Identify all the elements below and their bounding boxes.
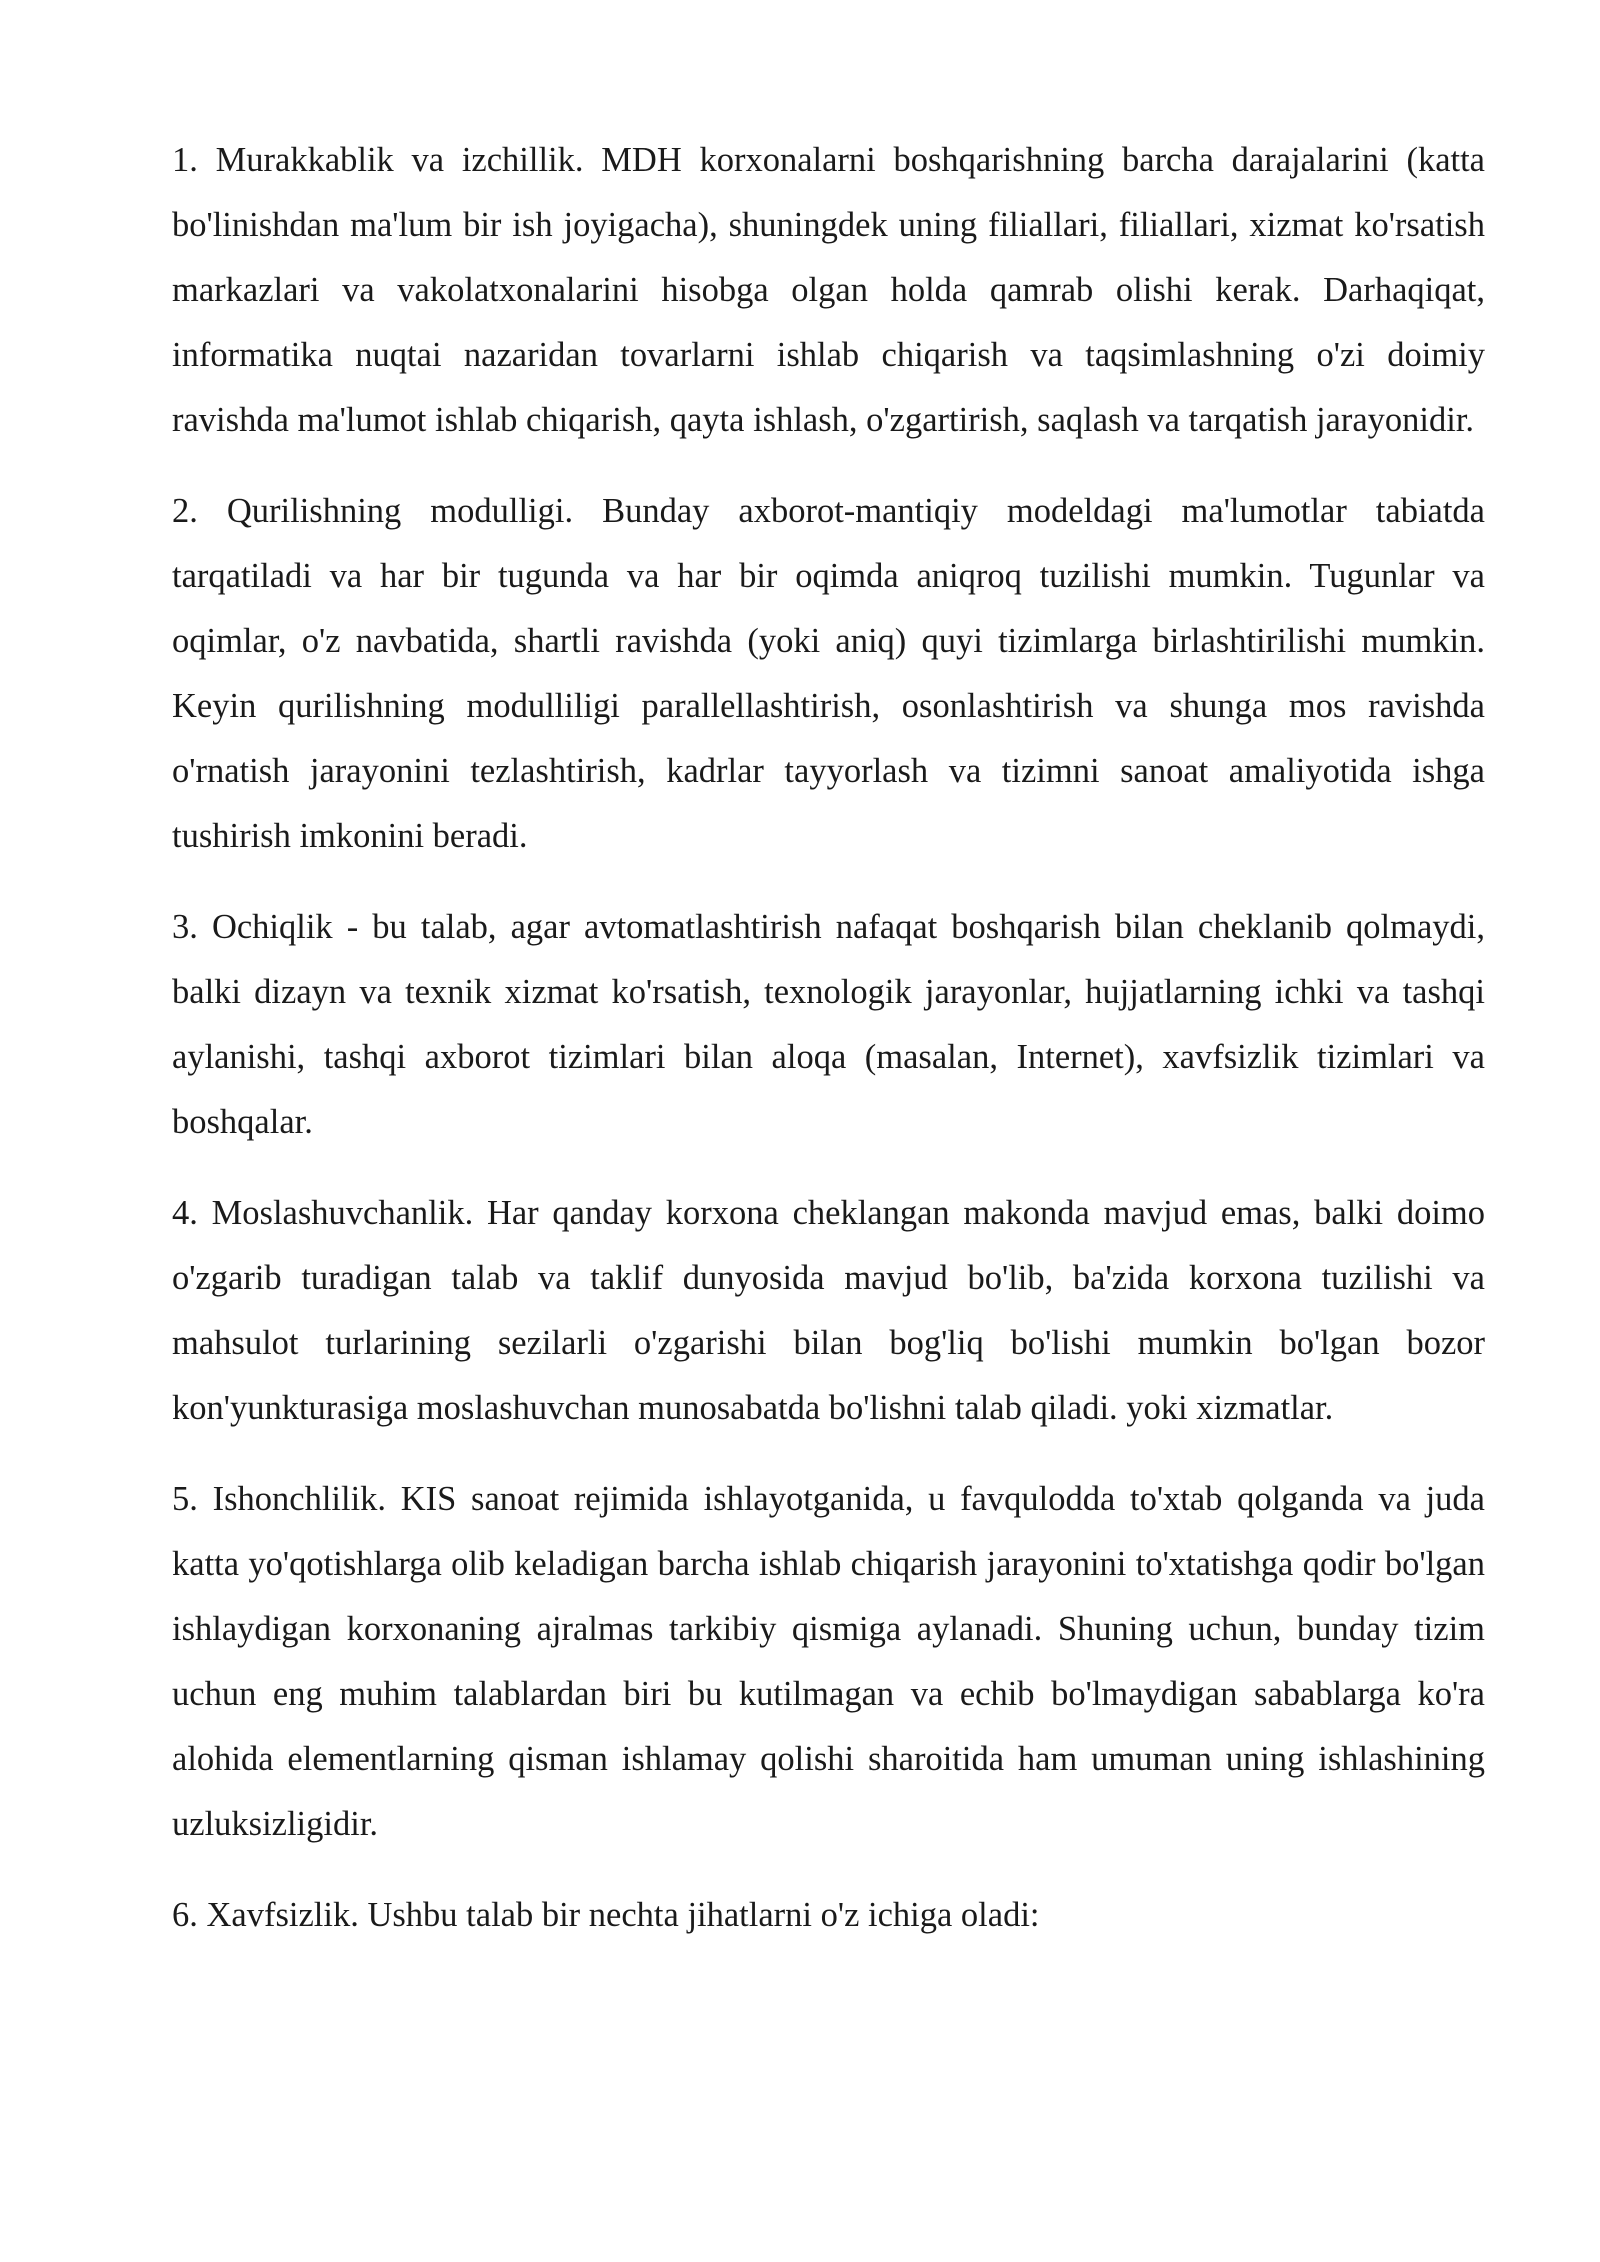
body-text [172, 128, 1485, 1974]
paragraph-5: 5. Ishonchlilik. KIS sanoat rejimida ishlayotganida, u favqulodda to'xtab qolganda va juda katta yo'qotishlarga olib keladigan barcha ishlab chiqarish jarayonini to'xtatishga qodir bo'lgan ishlaydigan korxonaning ajralmas tarkibiy qismiga aylanadi. Shuning uchun, bunday tizim uchun eng muhim talablardan biri bu kutilmagan va echib bo'lmaydigan sabablarga ko'ra alohida elementlarning qisman ishlamay qolishi sharoitida ham umuman uning ishlashining uzluksizligidir. [172, 1480, 1485, 1843]
paragraph-4: 4. Moslashuvchanlik. Har qanday korxona cheklangan makonda mavjud emas, balki doimo o'zgarib turadigan talab va taklif dunyosida mavjud bo'lib, ba'zida korxona tuzilishi va mahsulot turlarining sezilarli o'zgarishi bilan bog'liq bo'lishi mumkin bo'lgan bozor kon'yunkturasiga moslashuvchan munosabatda bo'lishni talab qiladi. yoki xizmatlar. [172, 1194, 1485, 1427]
paragraph-2: 2. Qurilishning modulligi. Bunday axborot-mantiqiy modeldagi ma'lumotlar tabiatda tarqatiladi va har bir tugunda va har bir oqimda aniqroq tuzilishi mumkin. Tugunlar va oqimlar, o'z navbatida, shartli ravishda (yoki aniq) quyi tizimlarga birlashtirilishi mumkin. Keyin qurilishning modulliligi parallellashtirish, osonlashtirish va shunga mos ravishda o'rnatish jarayonini tezlashtirish, kadrlar tayyorlash va tizimni sanoat amaliyotida ishga tushirish imkonini beradi. [172, 492, 1485, 855]
paragraph-1: 1. Murakkablik va izchillik. MDH korxonalarni boshqarishning barcha darajalarini (katta bo'linishdan ma'lum bir ish joyigacha), shuningdek uning filiallari, filiallari, xizmat ko'rsatish markazlari va vakolatxonalarini hisobga olgan holda qamrab olishi kerak. Darhaqiqat, informatika nuqtai nazaridan tovarlarni ishlab chiqarish va taqsimlashning o'zi doimiy ravishda ma'lumot ishlab chiqarish, qayta ishlash, o'zgartirish, saqlash va tarqatish jarayonidir. [172, 141, 1485, 439]
paragraph-3: 3. Ochiqlik - bu talab, agar avtomatlashtirish nafaqat boshqarish bilan cheklanib qolmaydi, balki dizayn va texnik xizmat ko'rsatish, texnologik jarayonlar, hujjatlarning ichki va tashqi aylanishi, tashqi axborot tizimlari bilan aloqa (masalan, Internet), xavfsizlik tizimlari va boshqalar. [172, 908, 1485, 1141]
paragraph-6: 6. Xavfsizlik. Ushbu talab bir nechta jihatlarni o'z ichiga oladi: [172, 1896, 1040, 1934]
